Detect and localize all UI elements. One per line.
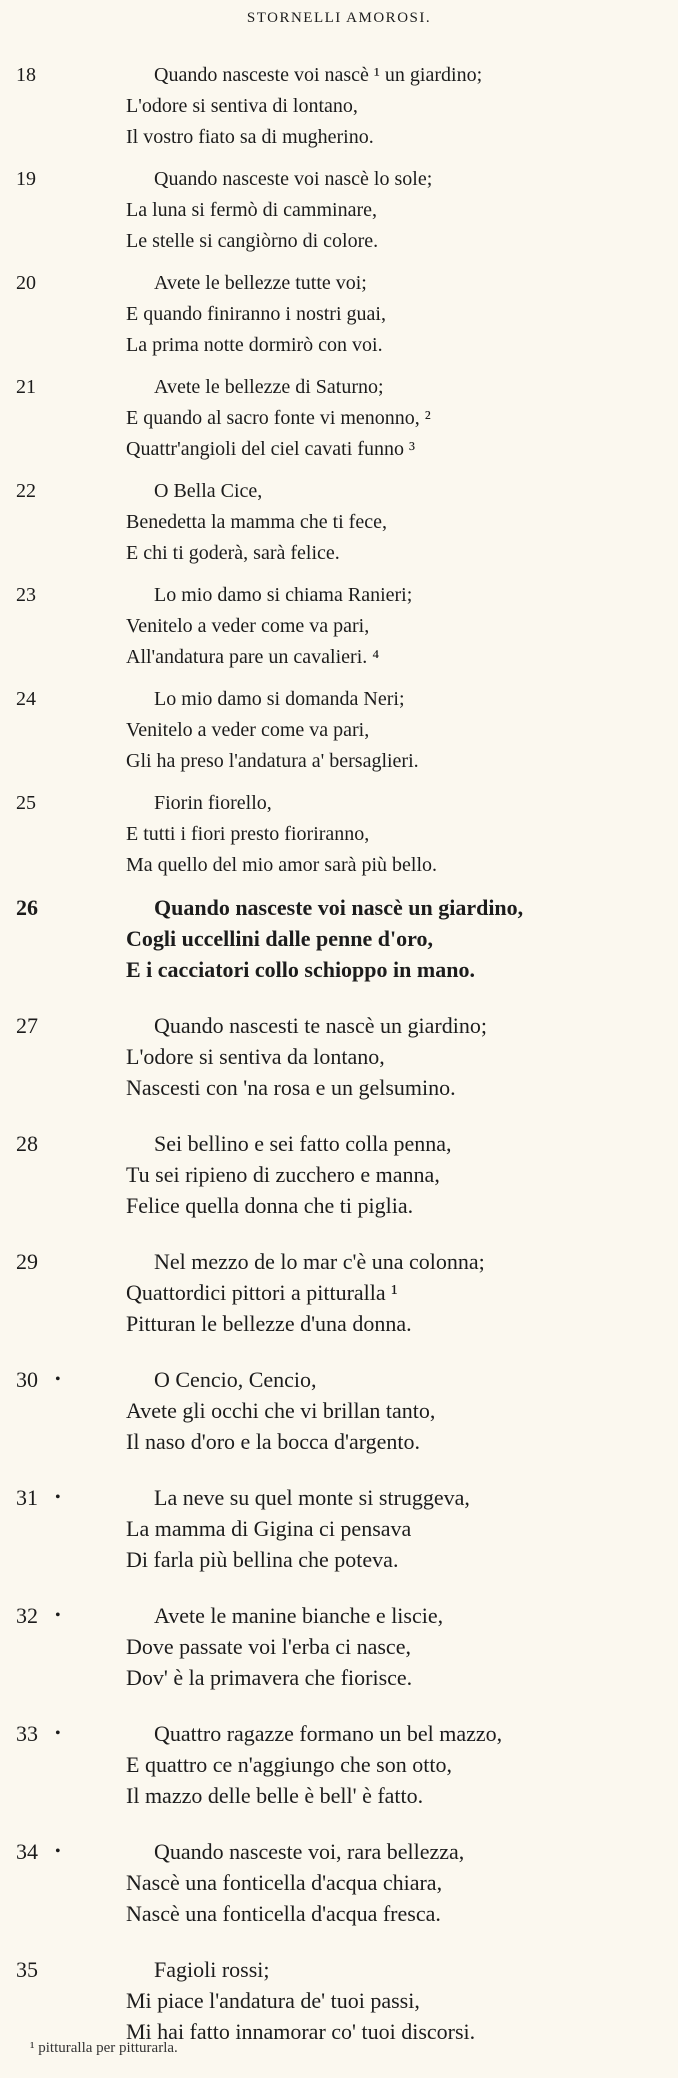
stanza-lines: [126, 892, 523, 985]
verse-line: Lo mio damo si chiama Ranieri;: [154, 584, 413, 606]
stanza: [0, 476, 678, 566]
stanza-lines: [126, 1482, 470, 1575]
verse-line: Le stelle si cangiòrno di colore.: [126, 230, 379, 252]
verse-line: L'odore si sentiva da lontano,: [126, 1044, 385, 1069]
verse-line: Avete le manine bianche e liscie,: [154, 1603, 444, 1628]
verse-line: Di farla più bellina che poteva.: [126, 1547, 399, 1572]
verse-line: E i cacciatori collo schioppo in mano.: [126, 957, 475, 982]
verse-line: Ma quello del mio amor sarà più bello.: [126, 854, 438, 876]
stanza: [0, 268, 678, 358]
stanza-lines: [126, 1128, 452, 1221]
stanza: [0, 1364, 678, 1454]
stanza: [0, 1600, 678, 1690]
verse-line: La prima notte dormirò con voi.: [126, 334, 383, 356]
stanza-number: 33: [16, 1721, 38, 1746]
verse-line: Quattordici pittori a pitturalla ¹: [126, 1280, 398, 1305]
verse-line: Fagioli rossi;: [154, 1957, 270, 1982]
verse-line: Benedetta la mamma che ti fece,: [126, 511, 387, 533]
stanza-lines: [126, 476, 387, 569]
stanza-lines: [126, 164, 432, 257]
stanza: [0, 1482, 678, 1572]
verse-line: La luna si fermò di camminare,: [126, 199, 378, 221]
verse-line: Avete gli occhi che vi brillan tanto,: [126, 1398, 436, 1423]
footnote: ¹ pitturalla per pitturarla.: [30, 2040, 178, 2056]
stanza-lines: [126, 60, 482, 153]
stanza-number: 18: [16, 64, 36, 86]
verse-line: Cogli uccellini dalle penne d'oro,: [126, 926, 434, 951]
stanza: [0, 1718, 678, 1808]
verse-line: Venitelo a veder come va pari,: [126, 719, 370, 741]
verse-line: Pitturan le bellezze d'una donna.: [126, 1311, 412, 1336]
running-header: STORNELLI AMOROSI.: [246, 10, 432, 26]
verse-line: Quando nasceste voi nascè un giardino,: [154, 895, 524, 920]
stanza-number: 21: [16, 376, 36, 398]
verse-line: Lo mio damo si domanda Neri;: [154, 688, 405, 710]
stanza-number: 30: [16, 1367, 38, 1392]
stanza: [0, 372, 678, 462]
verse-line: Venitelo a veder come va pari,: [126, 615, 370, 637]
stanza: [0, 684, 678, 774]
verse-line: L'odore si sentiva di lontano,: [126, 95, 358, 117]
verse-line: Quando nasceste voi nascè lo sole;: [154, 168, 433, 190]
verse-line: Gli ha preso l'andatura a' bersaglieri.: [126, 750, 419, 772]
verse-line: E chi ti goderà, sarà felice.: [126, 542, 340, 564]
stanza-number: 24: [16, 688, 36, 710]
stanza-lines: [126, 1246, 485, 1339]
verse-line: Avete le bellezze di Saturno;: [154, 376, 384, 398]
verse-line: Fiorin fiorello,: [154, 792, 272, 814]
stanza-mark: •: [55, 1371, 61, 1388]
verse-line: O Bella Cice,: [154, 480, 263, 502]
verse-line: E tutti i fiori presto fioriranno,: [126, 823, 370, 845]
verse-line: Nel mezzo de lo mar c'è una colonna;: [154, 1249, 485, 1274]
stanza-lines: [126, 1010, 487, 1103]
verse-line: Nascesti con 'na rosa e un gelsumino.: [126, 1075, 456, 1100]
stanza-number: 28: [16, 1131, 38, 1156]
stanza-lines: [126, 1836, 464, 1929]
verse-line: E quando finiranno i nostri guai,: [126, 303, 386, 325]
stanza-lines: [126, 580, 412, 673]
verse-line: Avete le bellezze tutte voi;: [154, 272, 367, 294]
stanza-lines: [126, 788, 437, 881]
verse-line: Il vostro fiato sa di mugherino.: [126, 126, 374, 148]
verse-line: All'andatura pare un cavalieri. ⁴: [126, 646, 380, 668]
stanza-mark: •: [55, 1607, 61, 1624]
stanza-mark: •: [55, 1843, 61, 1860]
verse-line: Quattr'angioli del ciel cavati funno ³: [126, 438, 415, 460]
stanza: [0, 1010, 678, 1100]
stanza-number: 34: [16, 1839, 38, 1864]
verse-line: O Cencio, Cencio,: [154, 1367, 317, 1392]
stanza-number: 29: [16, 1249, 38, 1274]
stanza-number: 32: [16, 1603, 38, 1628]
stanza-mark: •: [55, 1725, 61, 1742]
stanza: [0, 1954, 678, 2044]
stanza-list: [0, 60, 678, 2072]
verse-line: Nascè una fonticella d'acqua chiara,: [126, 1870, 443, 1895]
verse-line: E quando al sacro fonte vi menonno, ²: [126, 407, 431, 429]
stanza-lines: [126, 1364, 435, 1457]
verse-line: Tu sei ripieno di zucchero e manna,: [126, 1162, 440, 1187]
verse-line: Quando nascesti te nascè un giardino;: [154, 1013, 487, 1038]
verse-line: Dov' è la primavera che fiorisce.: [126, 1665, 413, 1690]
verse-line: Felice quella donna che ti piglia.: [126, 1193, 414, 1218]
stanza: [0, 60, 678, 150]
stanza: [0, 1128, 678, 1218]
stanza-number: 19: [16, 168, 36, 190]
stanza-mark: •: [55, 1489, 61, 1506]
verse-line: Il naso d'oro e la bocca d'argento.: [126, 1429, 421, 1454]
verse-line: Quando nasceste voi, rara bellezza,: [154, 1839, 465, 1864]
stanza-number: 22: [16, 480, 36, 502]
stanza-lines: [126, 684, 419, 777]
stanza-number: 31: [16, 1485, 38, 1510]
stanza-number: 27: [16, 1013, 38, 1038]
stanza: [0, 1246, 678, 1336]
stanza-lines: [126, 1954, 475, 2047]
verse-line: Mi piace l'andatura de' tuoi passi,: [126, 1988, 420, 2013]
stanza-lines: [126, 1600, 443, 1693]
stanza-number: 35: [16, 1957, 38, 1982]
verse-line: La neve su quel monte si struggeva,: [154, 1485, 470, 1510]
verse-line: La mamma di Gigina ci pensava: [126, 1516, 412, 1541]
stanza-number: 26: [16, 895, 38, 920]
stanza: [0, 164, 678, 254]
verse-line: Sei bellino e sei fatto colla penna,: [154, 1131, 452, 1156]
stanza: [0, 580, 678, 670]
verse-line: Mi hai fatto innamorar co' tuoi discorsi.: [126, 2019, 476, 2044]
verse-line: E quattro ce n'aggiungo che son otto,: [126, 1752, 452, 1777]
stanza: [0, 1836, 678, 1926]
stanza-lines: [126, 1718, 502, 1811]
verse-line: Quattro ragazze formano un bel mazzo,: [154, 1721, 503, 1746]
stanza-number: 25: [16, 792, 36, 814]
verse-line: Dove passate voi l'erba ci nasce,: [126, 1634, 411, 1659]
stanza-number: 23: [16, 584, 36, 606]
stanza: [0, 788, 678, 878]
stanza-lines: [126, 372, 431, 465]
verse-line: Il mazzo delle belle è bell' è fatto.: [126, 1783, 424, 1808]
verse-line: Quando nasceste voi nascè ¹ un giardino;: [154, 64, 483, 86]
stanza-lines: [126, 268, 386, 361]
stanza: [0, 892, 678, 982]
stanza-number: 20: [16, 272, 36, 294]
verse-line: Nascè una fonticella d'acqua fresca.: [126, 1901, 441, 1926]
